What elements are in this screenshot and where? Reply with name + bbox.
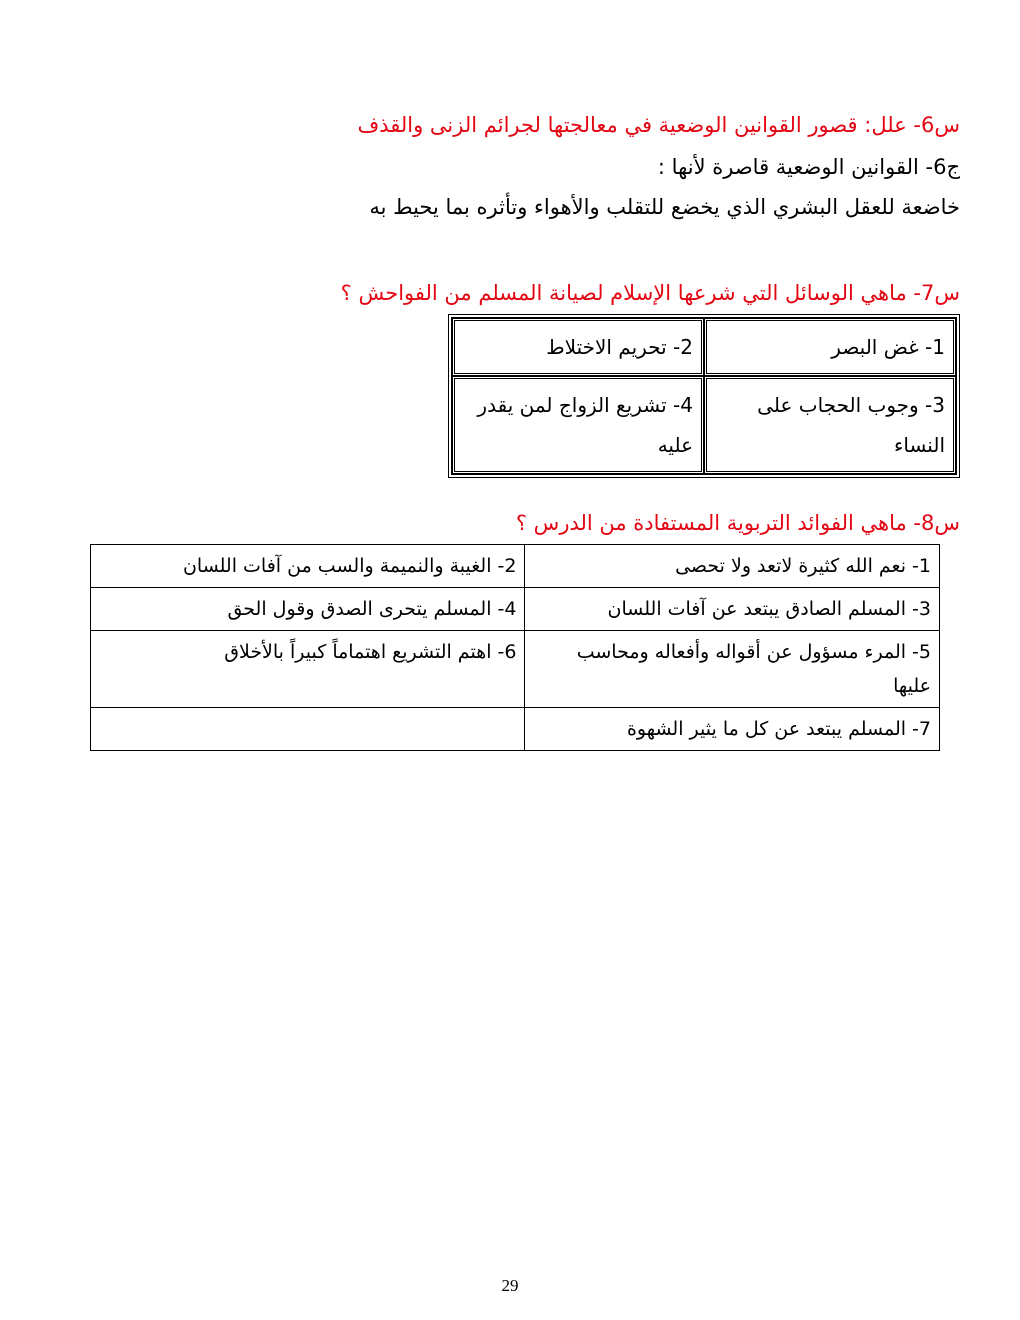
answer-6-intro: ج6- القوانين الوضعية قاصرة لأنها : <box>657 155 960 179</box>
question-6: س6- علل: قصور القوانين الوضعية في معالجتها لجرائم الزنى والقذف <box>357 113 960 137</box>
table-row <box>91 545 940 588</box>
question-8: س8- ماهي الفوائد التربوية المستفادة من الدرس ؟ <box>515 511 960 535</box>
question-7: س7- ماهي الوسائل التي شرعها الإسلام لصيانة المسلم من الفواحش ؟ <box>340 281 960 305</box>
table-cell: 4- المسلم يتحرى الصدق وقول الحق <box>91 588 525 631</box>
table-cell: 3- وجوب الحجاب على النساء <box>704 376 956 474</box>
table-row <box>91 708 940 751</box>
table-row <box>91 588 940 631</box>
answer-6-body: خاضعة للعقل البشري الذي يخضع للتقلب والأهواء وتأثره بما يحيط به <box>369 195 960 219</box>
q8-answer-table <box>90 544 940 751</box>
table-cell: 5- المرء مسؤول عن أقواله وأفعاله ومحاسب عليها <box>525 631 940 708</box>
table-row <box>452 376 956 474</box>
table-cell: 1- غض البصر <box>704 318 956 376</box>
q7-answer-table <box>448 314 960 478</box>
table-cell: 2- الغيبة والنميمة والسب من آفات اللسان <box>91 545 525 588</box>
table-cell: 6- اهتم التشريع اهتماماً كبيراً بالأخلاق <box>91 631 525 708</box>
table-row <box>452 318 956 376</box>
table-cell: 7- المسلم يبتعد عن كل ما يثير الشهوة <box>525 708 940 751</box>
page-number: 29 <box>501 1276 519 1295</box>
table-row <box>91 631 940 708</box>
table-cell <box>91 708 525 751</box>
table-cell: 4- تشريع الزواج لمن يقدر عليه <box>452 376 704 474</box>
table-cell: 2- تحريم الاختلاط <box>452 318 704 376</box>
table-cell: 1- نعم الله كثيرة لاتعد ولا تحصى <box>525 545 940 588</box>
table-cell: 3- المسلم الصادق يبتعد عن آفات اللسان <box>525 588 940 631</box>
